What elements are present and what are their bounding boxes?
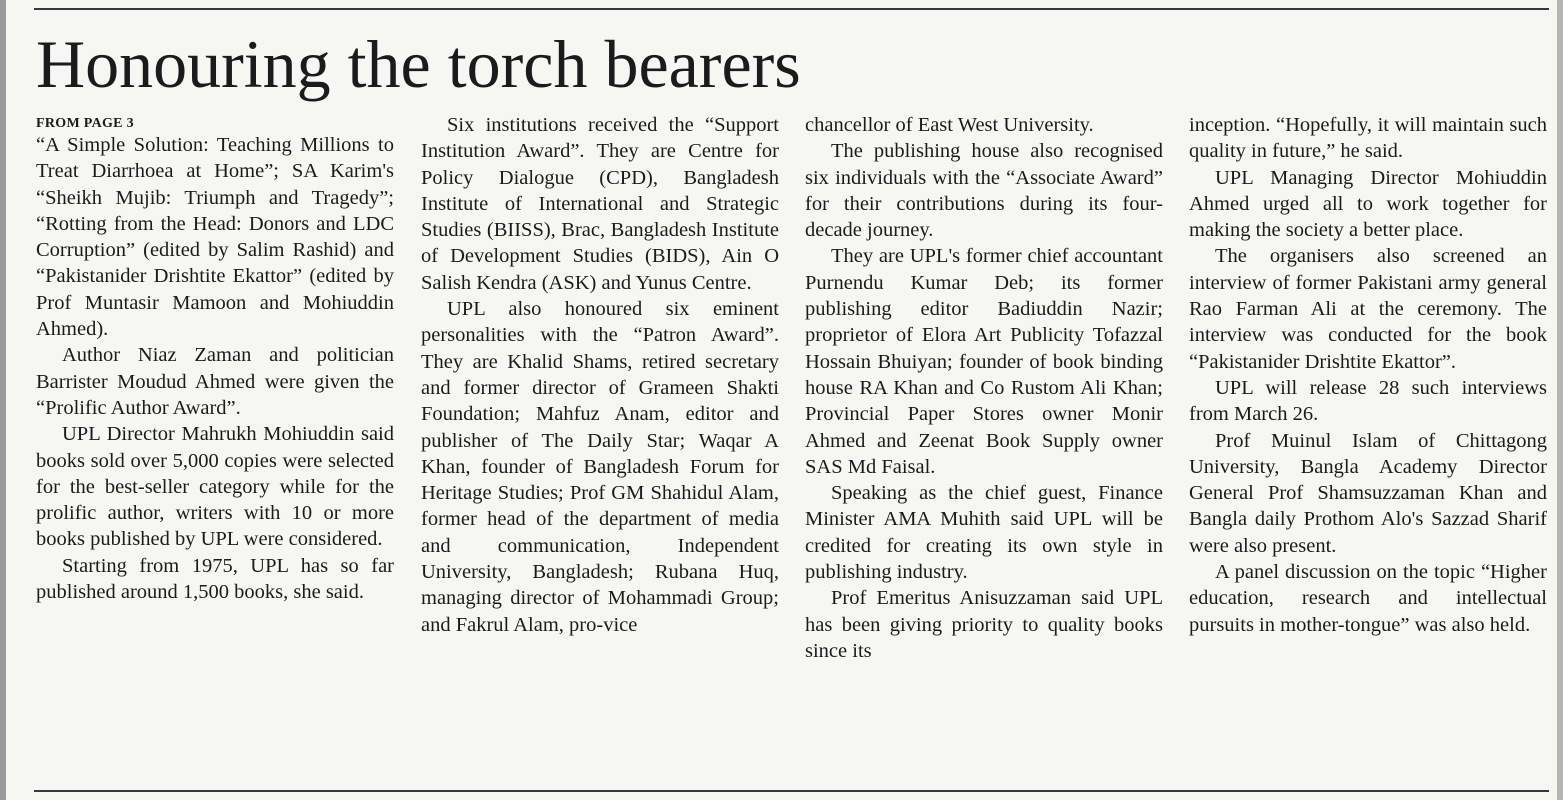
article-column-1: [36, 113, 394, 605]
paragraph: chancellor of East West University.: [805, 114, 1094, 136]
top-rule: [34, 8, 1549, 10]
paragraph: Prof Emeritus Anisuzzaman said UPL has been giving priority to quality books since its: [805, 587, 1163, 662]
page-edge-left: [0, 0, 6, 800]
paragraph: A panel discussion on the topic “Higher education, research and intellectual pursuits in mother-tongue” was also held.: [1189, 561, 1547, 636]
paragraph: UPL will release 28 such interviews from March 26.: [1189, 376, 1547, 426]
paragraph: Six institutions received the “Support Institution Award”. They are Centre for Policy Dialogue (CPD), Bangladesh Institute of International and Strategic Studies (BIISS), Brac, Bangladesh Institute of Development Studies (BIDS), Ain O Salish Kendra (ASK) and Yunus Centre.: [421, 114, 779, 294]
paragraph: “A Simple Solution: Teaching Millions to Treat Diarrhoea at Home”; SA Karim's “Sheikh Mujib: Triumph and Tragedy”; “Rotting from the Head: Donors and LDC Corruption” (edited by Salim Rashid) and “Pakistanider Drishtite Ekattor” (edited by Prof Muntasir Mamoon and Mohiuddin Ahmed).: [36, 134, 394, 341]
paragraph: UPL Director Mahrukh Mohiuddin said books sold over 5,000 copies were selected for the best-seller category while for the prolific author, writers with 10 or more books published by UPL were considered.: [36, 423, 394, 551]
article-column-3: [805, 112, 1163, 664]
paragraph: Author Niaz Zaman and politician Barrister Moudud Ahmed were given the “Prolific Author Award”.: [36, 344, 394, 419]
bottom-rule: [34, 790, 1549, 792]
paragraph: Prof Muinul Islam of Chittagong University, Bangla Academy Director General Prof Shamsuzzaman Khan and Bangla daily Prothom Alo's Sazzad Sharif were also present.: [1189, 429, 1547, 557]
paragraph: The publishing house also recognised six individuals with the “Associate Award” for their contributions during its four-decade journey.: [805, 140, 1163, 242]
paragraph: inception. “Hopefully, it will maintain such quality in future,” he said.: [1189, 114, 1547, 163]
paragraph: The organisers also screened an interview of former Pakistani army general Rao Farman Ali at the ceremony. The interview was conducted for the book “Pakistanider Drishtite Ekattor”.: [1189, 245, 1547, 373]
headline: Honouring the torch bearers: [36, 26, 801, 102]
jump-label: FROM PAGE 3: [36, 116, 134, 131]
article-column-4: [1189, 112, 1547, 638]
paragraph: UPL Managing Director Mohiuddin Ahmed urged all to work together for making the society a better place.: [1189, 166, 1547, 242]
page-edge-right: [1557, 0, 1563, 800]
article-column-2: [421, 112, 779, 638]
paragraph: They are UPL's former chief accountant Purnendu Kumar Deb; its former publishing editor Badiuddin Nazir; proprietor of Elora Art Publicity Tofazzal Hossain Bhuiyan; founder of book binding house RA Khan and Co Rustom Ali Khan; Provincial Paper Stores owner Monir Ahmed and Zeenat Book Supply owner SAS Md Faisal.: [805, 245, 1163, 478]
paragraph: Starting from 1975, UPL has so far published around 1,500 books, she said.: [36, 554, 394, 604]
paragraph: Speaking as the chief guest, Finance Minister AMA Muhith said UPL will be credited for creating its own style in publishing industry.: [805, 482, 1163, 584]
paragraph: UPL also honoured six eminent personalities with the “Patron Award”. They are Khalid Shams, retired secretary and former director of Grameen Shakti Foundation; Mahfuz Anam, editor and publisher of The Daily Star; Waqar A Khan, founder of Bangladesh Forum for Heritage Studies; Prof GM Shahidul Alam, former head of the department of media and communication, Independent University, Bangladesh; Rubana Huq, managing director of Mohammadi Group; and Fakrul Alam, pro-vice: [421, 298, 779, 636]
